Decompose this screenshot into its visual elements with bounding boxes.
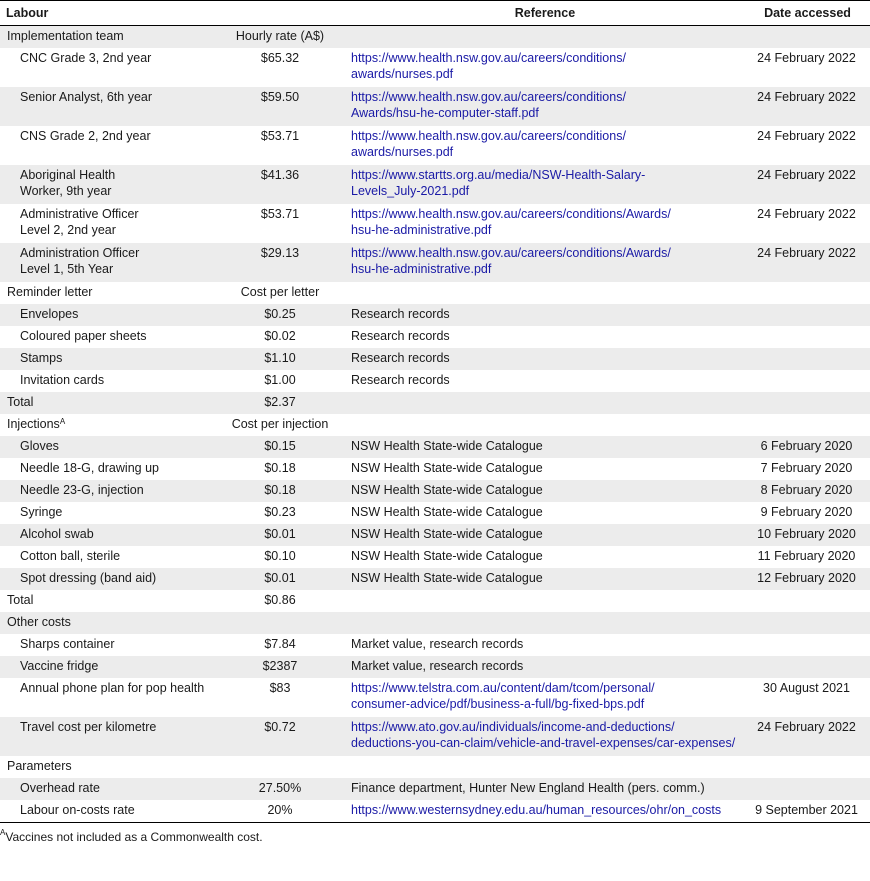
reference-link[interactable]: https://www.telstra.com.au/content/dam/tcom/personal/ consumer-advice/pdf/business-a-full/bg-fixed-bps.pdf	[351, 681, 655, 711]
row-reference	[345, 392, 745, 414]
row-value: $1.00	[264, 373, 296, 387]
row-reference: NSW Health State-wide Catalogue	[351, 505, 543, 519]
row-date	[745, 612, 870, 634]
table-row	[0, 502, 870, 524]
row-date	[745, 326, 870, 348]
row-date: 9 September 2021	[755, 803, 858, 817]
table-row	[0, 546, 870, 568]
row-label: Parameters	[7, 759, 72, 773]
table-row	[0, 304, 870, 326]
table-row	[0, 436, 870, 458]
row-value: Cost per injection	[231, 417, 329, 431]
footnote	[0, 823, 870, 844]
row-reference: NSW Health State-wide Catalogue	[345, 524, 745, 546]
row-label: Syringe	[20, 505, 63, 519]
row-date	[745, 348, 870, 370]
row-label: Vaccine fridge	[0, 656, 215, 678]
row-value: $29.13	[215, 243, 345, 282]
footnote-marker: A	[0, 828, 6, 837]
row-reference	[345, 48, 745, 87]
row-label: Envelopes	[0, 304, 215, 326]
row-value: $0.25	[215, 304, 345, 326]
row-reference: NSW Health State-wide Catalogue	[345, 480, 745, 502]
row-reference: NSW Health State-wide Catalogue	[345, 436, 745, 458]
row-reference: Finance department, Hunter New England Health (pers. comm.)	[345, 778, 745, 800]
row-value: $0.23	[264, 505, 296, 519]
row-reference: Research records	[351, 373, 450, 387]
table-row	[0, 348, 870, 370]
row-label: Injections$^A$	[7, 417, 66, 431]
row-label: Cotton ball, sterile	[20, 549, 121, 563]
table-row	[0, 717, 870, 756]
row-date: 12 February 2020	[745, 568, 870, 590]
reference-link[interactable]: https://www.health.nsw.gov.au/careers/conditions/ awards/nurses.pdf	[351, 129, 626, 159]
row-value: 27.50%	[215, 778, 345, 800]
row-value	[215, 612, 345, 634]
row-label: Administrative Officer Level 2, 2nd year	[20, 207, 139, 237]
section-header-row	[0, 26, 870, 49]
row-date: 10 February 2020	[745, 524, 870, 546]
table-row	[0, 48, 870, 87]
row-value: $0.01	[215, 524, 345, 546]
row-label: Needle 18-G, drawing up	[20, 461, 159, 475]
row-label: CNS Grade 2, 2nd year	[20, 129, 151, 143]
row-value: $0.10	[264, 549, 296, 563]
row-date	[745, 414, 870, 436]
row-date: 8 February 2020	[745, 480, 870, 502]
row-label: Annual phone plan for pop health	[20, 681, 205, 695]
row-date: 24 February 2022	[757, 129, 856, 143]
row-reference	[345, 243, 745, 282]
row-date: 11 February 2020	[757, 549, 856, 563]
row-value: $59.50	[215, 87, 345, 126]
table-row	[0, 800, 870, 823]
row-reference: Research records	[345, 348, 745, 370]
row-value: Hourly rate (A$)	[215, 26, 345, 49]
row-label: Alcohol swab	[0, 524, 215, 546]
table-row	[0, 165, 870, 204]
row-value: $53.71	[260, 129, 300, 143]
footnote-ref: A	[59, 417, 66, 426]
header-value	[215, 1, 345, 26]
row-reference: Research records	[351, 329, 450, 343]
row-date	[745, 304, 870, 326]
table-row	[0, 524, 870, 546]
table-row	[0, 458, 870, 480]
row-label: Administration Officer Level 1, 5th Year	[0, 243, 215, 282]
row-value: 20%	[267, 803, 293, 817]
row-date: 9 February 2020	[760, 505, 853, 519]
table-row	[0, 243, 870, 282]
row-date: 24 February 2022	[745, 717, 870, 756]
table-body	[0, 26, 870, 823]
row-label: Total	[7, 593, 34, 607]
row-reference	[345, 612, 745, 634]
section-header-row	[0, 282, 870, 304]
header-row	[0, 1, 870, 26]
row-label: Invitation cards	[20, 373, 105, 387]
row-reference	[345, 756, 745, 778]
row-label: Stamps	[0, 348, 215, 370]
row-date	[745, 392, 870, 414]
row-date	[745, 756, 870, 778]
row-value: $1.10	[215, 348, 345, 370]
row-date: 7 February 2020	[760, 461, 853, 475]
row-label: Coloured paper sheets	[20, 329, 147, 343]
row-value: $2387	[215, 656, 345, 678]
row-date: 24 February 2022	[757, 207, 856, 221]
row-label: Senior Analyst, 6th year	[0, 87, 215, 126]
row-value: $2.37	[215, 392, 345, 414]
row-reference	[345, 26, 745, 49]
row-reference	[345, 282, 745, 304]
row-reference	[345, 87, 745, 126]
reference-link[interactable]: https://www.health.nsw.gov.au/careers/conditions/ Awards/hsu-he-computer-staff.pdf	[351, 90, 626, 120]
table-row	[0, 326, 870, 348]
header-date-accessed: Date accessed	[764, 6, 851, 20]
section-header-row	[0, 756, 870, 778]
row-reference	[345, 126, 745, 165]
row-date	[745, 634, 870, 656]
header-labour: Labour	[6, 6, 49, 20]
table-row	[0, 480, 870, 502]
reference-link[interactable]: https://www.startts.org.au/media/NSW-Health-Salary- Levels_July-2021.pdf	[351, 168, 646, 198]
reference-link[interactable]: https://www.health.nsw.gov.au/careers/conditions/ awards/nurses.pdf	[351, 51, 626, 81]
row-value	[215, 756, 345, 778]
row-label: Spot dressing (band aid)	[0, 568, 215, 590]
row-reference: NSW Health State-wide Catalogue	[345, 568, 745, 590]
row-date	[745, 778, 870, 800]
row-value: $41.36	[215, 165, 345, 204]
row-label: Labour on-costs rate	[20, 803, 135, 817]
row-date: 24 February 2022	[745, 87, 870, 126]
row-date: 30 August 2021	[763, 681, 850, 695]
row-value: $0.72	[215, 717, 345, 756]
row-value: $0.02	[264, 329, 296, 343]
table-row	[0, 370, 870, 392]
row-reference: Market value, research records	[345, 656, 745, 678]
row-reference	[345, 590, 745, 612]
row-reference	[345, 204, 745, 243]
row-label: Needle 23-G, injection	[0, 480, 215, 502]
section-header-row	[0, 414, 870, 436]
row-date	[745, 370, 870, 392]
row-label: Sharps container	[20, 637, 115, 651]
row-label: Travel cost per kilometre	[0, 717, 215, 756]
row-reference	[345, 678, 745, 717]
table-row	[0, 204, 870, 243]
total-row	[0, 590, 870, 612]
row-label: Overhead rate	[0, 778, 215, 800]
row-reference: Research records	[345, 304, 745, 326]
header-reference: Reference	[514, 6, 576, 20]
row-reference	[345, 717, 745, 756]
reference-link[interactable]: https://www.health.nsw.gov.au/careers/conditions/Awards/ hsu-he-administrative.pdf	[351, 246, 671, 276]
row-label: Aboriginal Health Worker, 9th year	[0, 165, 215, 204]
footnote-text: Vaccines not included as a Commonwealth cost.	[5, 830, 263, 844]
row-value: $0.01	[215, 568, 345, 590]
section-header-row	[0, 612, 870, 634]
row-date	[745, 282, 870, 304]
row-value: Cost per letter	[240, 285, 320, 299]
row-date	[745, 656, 870, 678]
row-reference	[345, 800, 745, 823]
row-date: 24 February 2022	[757, 51, 856, 65]
row-date: 6 February 2020	[745, 436, 870, 458]
table-row	[0, 634, 870, 656]
row-label: Total	[0, 392, 215, 414]
reference-link[interactable]: https://www.ato.gov.au/individuals/income-and-deductions/ deductions-you-can-claim/vehicle-and-travel-expenses/car-expenses/	[351, 720, 736, 750]
row-value: $0.86	[264, 593, 296, 607]
table-row	[0, 87, 870, 126]
row-value: $53.71	[260, 207, 300, 221]
row-reference: NSW Health State-wide Catalogue	[351, 461, 543, 475]
table-row	[0, 778, 870, 800]
reference-link[interactable]: https://www.health.nsw.gov.au/careers/conditions/Awards/ hsu-he-administrative.pdf	[351, 207, 671, 237]
row-reference: Market value, research records	[351, 637, 524, 651]
row-value: $7.84	[264, 637, 296, 651]
row-label: Other costs	[0, 612, 215, 634]
table-row	[0, 126, 870, 165]
row-value: $0.18	[264, 461, 296, 475]
row-value: $65.32	[260, 51, 300, 65]
row-reference	[345, 414, 745, 436]
row-reference	[345, 165, 745, 204]
reference-link[interactable]: https://www.westernsydney.edu.au/human_resources/ohr/on_costs	[351, 803, 722, 817]
table-row	[0, 678, 870, 717]
row-value: $0.18	[215, 480, 345, 502]
total-row	[0, 392, 870, 414]
row-label: CNC Grade 3, 2nd year	[20, 51, 152, 65]
row-label: Implementation team	[0, 26, 215, 49]
table-row	[0, 656, 870, 678]
row-date	[745, 26, 870, 49]
row-date: 24 February 2022	[745, 165, 870, 204]
table-row	[0, 568, 870, 590]
row-date	[745, 590, 870, 612]
row-date: 24 February 2022	[745, 243, 870, 282]
row-value: $83	[269, 681, 291, 695]
row-value: $0.15	[215, 436, 345, 458]
row-label: Gloves	[0, 436, 215, 458]
row-label: Reminder letter	[7, 285, 93, 299]
row-reference: NSW Health State-wide Catalogue	[351, 549, 543, 563]
